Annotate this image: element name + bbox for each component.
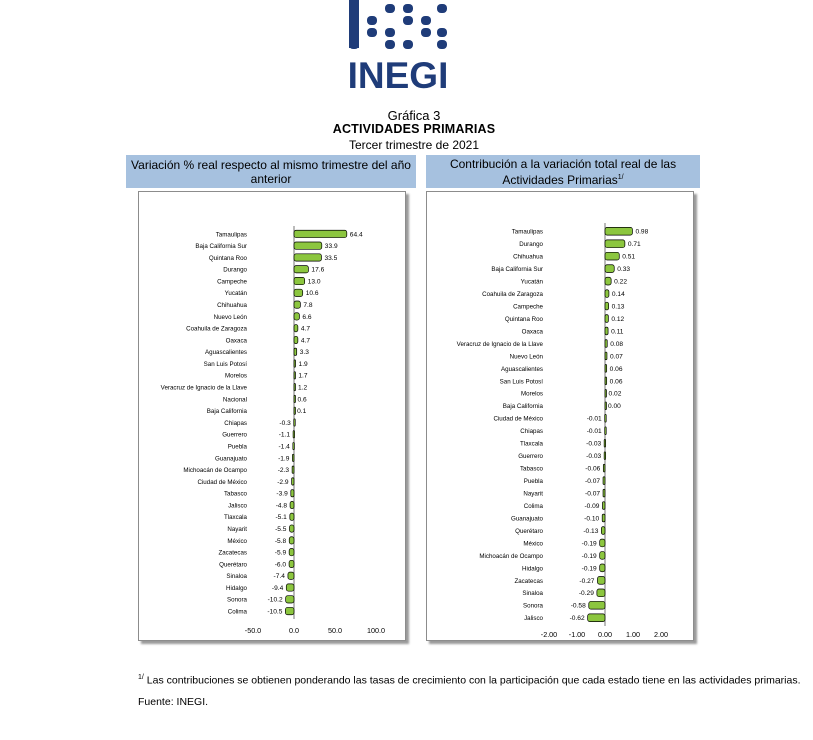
category-label: Puebla <box>227 443 247 451</box>
data-label: -0.3 <box>279 419 291 427</box>
data-label: -1.1 <box>278 431 291 439</box>
bar <box>597 576 605 584</box>
category-label: Veracruz de Ignacio de la Llave <box>160 384 247 392</box>
bar <box>288 572 294 579</box>
data-label: -9.4 <box>271 584 284 592</box>
bar <box>601 527 605 535</box>
data-label: 0.00 <box>608 403 621 411</box>
variation-chart-panel <box>138 191 406 641</box>
data-label: 33.5 <box>324 254 338 262</box>
bar <box>294 407 296 414</box>
category-label: México <box>227 537 247 545</box>
data-label: -7.4 <box>273 573 285 581</box>
category-label: Quintana Roo <box>504 315 543 323</box>
x-tick-label: 50.0 <box>328 626 342 635</box>
left-panel-header-text: Variación % real respecto al mismo trimestre del año anterior <box>131 157 411 186</box>
category-label: Zacatecas <box>218 549 247 557</box>
bar <box>603 489 605 497</box>
bar <box>605 277 611 285</box>
data-label: -0.01 <box>586 428 602 436</box>
bar <box>603 477 605 485</box>
data-label: -0.09 <box>584 502 600 510</box>
category-label: Tabasco <box>519 465 543 473</box>
logo-dot <box>437 4 447 13</box>
bar <box>292 478 294 485</box>
category-label: Durango <box>223 266 247 274</box>
bar <box>293 431 295 438</box>
x-tick-label: 0.0 <box>289 626 299 635</box>
data-label: 0.07 <box>609 353 623 361</box>
x-tick-label: 0.00 <box>598 630 612 639</box>
x-tick-label: 100.0 <box>367 626 385 635</box>
category-label: Nayarit <box>227 525 247 533</box>
category-label: Veracruz de Ignacio de la Llave <box>456 340 543 348</box>
bar <box>294 372 296 379</box>
chart-period: Tercer trimestre de 2021 <box>348 138 480 152</box>
category-label: Tlaxcala <box>519 440 543 448</box>
logo-dot-grid <box>349 0 447 49</box>
source-note: Fuente: INEGI. <box>138 696 209 708</box>
data-label: 0.14 <box>611 290 625 298</box>
category-label: Aguascalientes <box>501 365 543 373</box>
data-label: 0.06 <box>609 378 623 386</box>
data-label: -0.07 <box>585 478 601 486</box>
bar <box>605 302 609 310</box>
bar <box>292 466 294 473</box>
logo-dot <box>437 28 447 37</box>
category-label: Baja California Sur <box>491 266 543 274</box>
bar <box>294 230 347 237</box>
bar <box>605 365 607 373</box>
bar <box>605 327 608 335</box>
bar <box>289 549 294 556</box>
category-label: Sinaloa <box>226 573 247 581</box>
data-label: 4.7 <box>300 337 311 345</box>
bar <box>600 539 605 547</box>
bar <box>605 414 607 422</box>
logo-dot <box>421 16 431 25</box>
bar <box>294 242 322 249</box>
data-label: -5.8 <box>274 537 287 545</box>
bar <box>605 427 607 435</box>
data-label: 0.22 <box>614 278 628 286</box>
category-label: Morelos <box>520 390 543 398</box>
logo-dot <box>437 40 447 49</box>
bar <box>294 348 297 355</box>
data-label: -0.29 <box>578 590 594 598</box>
x-tick-label: -1.00 <box>568 630 586 639</box>
data-label: 0.06 <box>609 365 623 373</box>
category-label: Tabasco <box>223 490 247 498</box>
bar <box>289 525 294 532</box>
data-label: 0.98 <box>635 228 649 236</box>
data-label: 64.4 <box>349 231 363 239</box>
category-label: Baja California <box>206 408 247 416</box>
category-label: Hidalgo <box>522 565 543 573</box>
data-label: -0.19 <box>581 552 597 560</box>
bar <box>605 389 607 397</box>
data-label: -10.2 <box>267 596 283 604</box>
bar <box>602 514 605 522</box>
data-label: 0.11 <box>611 328 624 336</box>
bar <box>605 315 608 323</box>
data-label: 1.2 <box>297 384 308 392</box>
data-label: 0.02 <box>608 390 622 398</box>
inegi-logo <box>346 0 450 92</box>
category-label: Ciudad de México <box>493 415 543 423</box>
right-header-title: Contribución a la variación total real de las Actividades Primarias <box>449 156 677 187</box>
logo-dot <box>403 16 413 25</box>
bar <box>294 289 303 296</box>
bar <box>589 601 605 609</box>
data-label: 13.0 <box>307 278 321 286</box>
x-tick-label: -2.00 <box>540 630 558 639</box>
data-label: -0.19 <box>581 540 597 548</box>
data-label: 0.13 <box>611 303 625 311</box>
data-label: 0.1 <box>297 408 307 416</box>
bar <box>286 584 294 591</box>
logo-dot <box>421 28 431 37</box>
category-label: Guanajuato <box>511 515 543 523</box>
category-label: Michoacán de Ocampo <box>479 552 543 560</box>
category-label: Colima <box>227 608 247 616</box>
bar <box>291 490 294 497</box>
x-tick-label: 2.00 <box>654 630 668 639</box>
footnote <box>138 672 801 687</box>
category-label: Coahuila de Zaragoza <box>186 325 247 333</box>
category-label: Puebla <box>523 478 543 486</box>
data-label: 0.08 <box>610 340 624 348</box>
bar <box>294 395 296 402</box>
data-label: -10.5 <box>267 608 283 616</box>
bar <box>293 442 295 449</box>
category-label: Sinaloa <box>522 590 543 598</box>
footnote-text: Las contribuciones se obtienen ponderando las tasas de crecimiento con la participación que cada estado tiene en las actividades primarias. <box>146 674 801 687</box>
category-label: Sonora <box>227 596 247 604</box>
bar <box>289 560 294 567</box>
bar <box>294 301 300 308</box>
data-label: 0.33 <box>617 266 631 274</box>
data-label: -0.07 <box>585 490 601 498</box>
bar <box>588 614 605 622</box>
bar <box>604 452 606 460</box>
bar <box>605 290 609 298</box>
bar <box>289 537 294 544</box>
category-label: Querétaro <box>515 527 543 535</box>
data-label: -5.9 <box>274 549 287 557</box>
data-label: -0.06 <box>585 465 601 473</box>
category-label: Chiapas <box>224 419 247 427</box>
data-label: -3.9 <box>276 490 288 498</box>
category-label: Hidalgo <box>226 584 247 592</box>
logo-dot <box>385 40 395 49</box>
data-label: -4.8 <box>275 502 288 510</box>
data-label: 33.9 <box>324 243 338 251</box>
category-label: Guerrero <box>518 453 543 461</box>
bar <box>294 254 321 261</box>
bar <box>294 277 305 284</box>
category-label: Michoacán de Ocampo <box>183 467 247 475</box>
data-label: -2.3 <box>277 467 290 475</box>
data-label: 0.6 <box>297 396 307 404</box>
category-label: Chiapas <box>520 428 543 436</box>
bar <box>294 313 299 320</box>
category-label: Nacional <box>222 396 247 404</box>
bar <box>605 377 607 385</box>
data-label: 17.6 <box>311 266 325 274</box>
category-label: Ciudad de México <box>197 478 247 486</box>
bar <box>605 252 619 260</box>
bar <box>294 360 296 367</box>
category-label: Nuevo León <box>213 313 247 321</box>
category-label: Jalisco <box>228 502 247 510</box>
data-label: -5.1 <box>275 514 287 522</box>
category-label: Nayarit <box>523 490 543 498</box>
left-panel-header <box>126 155 416 188</box>
data-label: -0.27 <box>579 577 595 585</box>
category-label: Morelos <box>224 372 247 380</box>
bar <box>605 402 607 410</box>
logo-dot <box>367 28 377 37</box>
category-label: Guanajuato <box>215 455 247 463</box>
data-label: 0.12 <box>611 315 625 323</box>
footnote-marker: 1/ <box>138 674 144 681</box>
category-label: Jalisco <box>524 615 543 623</box>
category-label: Campeche <box>217 278 247 286</box>
category-label: Oaxaca <box>521 328 543 336</box>
category-label: Baja California Sur <box>195 243 247 251</box>
bar <box>605 265 614 273</box>
data-label: -0.62 <box>569 615 585 623</box>
data-label: 6.6 <box>302 313 312 321</box>
logo-bar <box>349 0 359 48</box>
category-label: Yucatán <box>520 278 543 286</box>
logo-dot <box>385 28 395 37</box>
bar <box>285 607 294 614</box>
category-label: Tamaulipas <box>215 231 247 239</box>
contribution-bar-chart <box>427 192 693 640</box>
bar <box>600 564 605 572</box>
bar <box>602 502 605 510</box>
data-label: -0.19 <box>581 565 597 573</box>
data-label: 1.9 <box>298 360 308 368</box>
data-label: -6.0 <box>274 561 287 569</box>
bar <box>605 227 632 235</box>
bar <box>294 419 296 426</box>
data-label: 0.71 <box>627 241 641 249</box>
bar <box>290 513 294 520</box>
category-label: México <box>523 540 543 548</box>
data-label: -0.01 <box>586 415 602 423</box>
category-label: San Luis Potosí <box>499 378 543 386</box>
category-label: Oaxaca <box>225 337 247 345</box>
category-label: Querétaro <box>219 561 247 569</box>
data-label: 3.3 <box>299 349 309 357</box>
chart-main-title: ACTIVIDADES PRIMARIAS <box>332 122 496 136</box>
contribution-chart-panel <box>426 191 694 641</box>
right-panel-header-text <box>426 157 700 187</box>
right-header-note-marker: 1/ <box>617 173 624 181</box>
data-label: -1.9 <box>278 455 290 463</box>
category-label: Chihuahua <box>217 302 247 310</box>
data-label: -0.03 <box>586 440 602 448</box>
logo-dot <box>403 40 413 49</box>
bar <box>286 596 294 603</box>
data-label: 0.51 <box>622 253 636 261</box>
bar <box>294 383 296 390</box>
bar <box>294 336 298 343</box>
category-label: Colima <box>523 502 543 510</box>
data-label: -1.4 <box>278 443 290 451</box>
data-label: -0.58 <box>570 602 586 610</box>
category-label: Coahuila de Zaragoza <box>482 290 543 298</box>
category-label: Guerrero <box>222 431 247 439</box>
category-label: Sonora <box>523 602 543 610</box>
bar <box>605 240 625 248</box>
category-label: Campeche <box>513 303 543 311</box>
data-label: 10.6 <box>305 290 319 298</box>
logo-dot <box>403 4 413 13</box>
data-label: -5.5 <box>275 525 287 533</box>
variation-bar-chart <box>139 192 405 640</box>
logo-dot <box>367 16 377 25</box>
right-panel-header <box>426 155 700 188</box>
category-label: Nuevo León <box>509 353 543 361</box>
bar <box>292 454 294 461</box>
category-label: Baja California <box>502 403 543 411</box>
category-label: Tamaulipas <box>511 228 543 236</box>
category-label: Zacatecas <box>514 577 543 585</box>
category-label: Durango <box>519 241 543 249</box>
logo-dot <box>385 4 395 13</box>
data-label: -2.9 <box>277 478 289 486</box>
data-label: 4.7 <box>300 325 311 333</box>
data-label: 1.7 <box>298 372 308 380</box>
category-label: Quintana Roo <box>208 254 247 262</box>
bar <box>290 501 294 508</box>
bar <box>603 464 605 472</box>
x-tick-label: -50.0 <box>244 626 262 635</box>
logo-text: INEGI <box>347 55 449 92</box>
category-label: San Luis Potosí <box>203 360 247 368</box>
category-label: Tlaxcala <box>223 514 247 522</box>
bar <box>294 266 308 273</box>
category-label: Aguascalientes <box>205 349 247 357</box>
data-label: 7.8 <box>303 302 313 310</box>
x-tick-label: 1.00 <box>626 630 640 639</box>
data-label: -0.03 <box>586 453 602 461</box>
graph-number: Gráfica 3 <box>387 108 441 123</box>
bar <box>294 325 298 332</box>
bar <box>605 340 607 348</box>
category-label: Yucatán <box>224 290 247 298</box>
data-label: -0.13 <box>583 527 599 535</box>
bar <box>604 439 606 447</box>
category-label: Chihuahua <box>513 253 543 261</box>
bar <box>600 552 605 560</box>
data-label: -0.10 <box>584 515 600 523</box>
bar <box>597 589 605 597</box>
bar <box>605 352 607 360</box>
